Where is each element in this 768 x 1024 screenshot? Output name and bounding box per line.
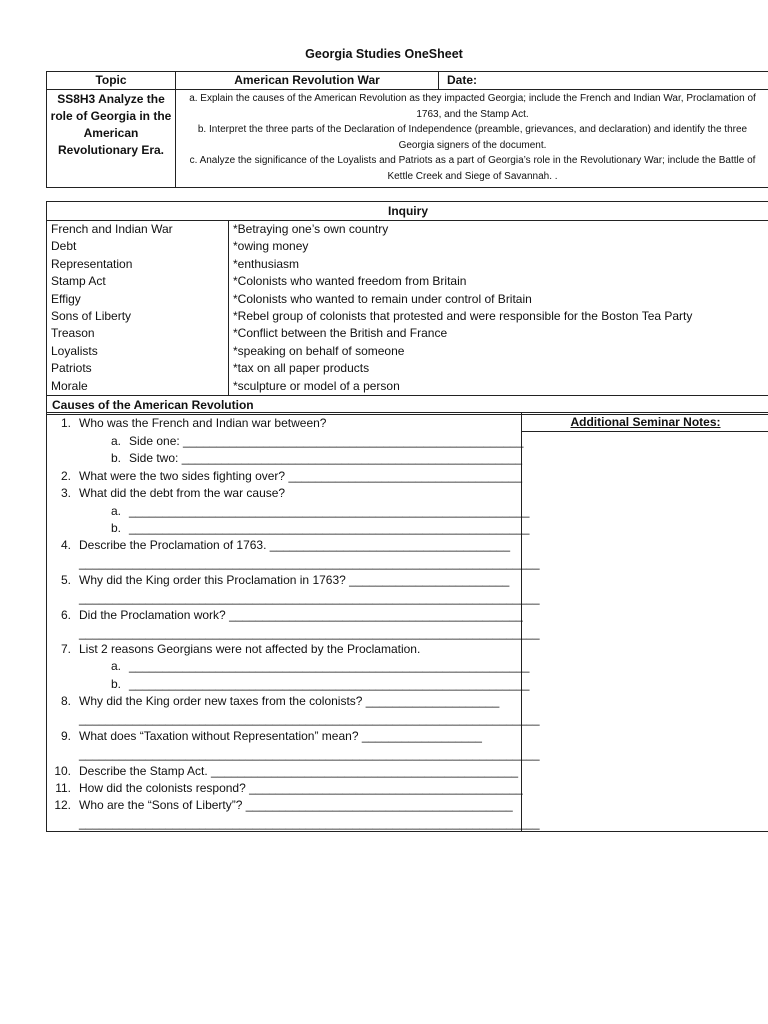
definition-item: *sculpture or model of a person: [233, 378, 400, 393]
definitions-column: [229, 221, 768, 396]
page-title: Georgia Studies OneSheet: [305, 47, 463, 61]
answer-line: _____________________________________________________________________: [79, 556, 540, 570]
seminar-notes-title: Additional Seminar Notes:: [522, 413, 768, 432]
answer-line: _____________________________________________________________________: [79, 747, 540, 761]
answer-line: _____________________________________________________________________: [79, 712, 540, 726]
element-c: c. Analyze the significance of the Loyalists and Patriots as a part of Georgia’s role in the Revolutionary War; include the Battle of Kettle Creek and Siege of Savannah. .: [189, 155, 756, 182]
term-item: Stamp Act: [51, 274, 106, 289]
term-item: Morale: [51, 378, 88, 393]
term-item: Debt: [51, 239, 77, 254]
topic-label: Topic: [47, 72, 176, 90]
terms-column: [47, 221, 229, 396]
term-item: Treason: [51, 326, 95, 341]
definition-item: *Colonists who wanted freedom from Britain: [233, 274, 467, 289]
standard-text: SS8H3 Analyze the role of Georgia in the American Revolutionary Era.: [47, 90, 176, 188]
date-label: Date:: [439, 72, 768, 90]
definition-item: *owing money: [233, 239, 309, 254]
term-item: Sons of Liberty: [51, 309, 132, 324]
main-table: [46, 201, 768, 415]
element-b: b. Interpret the three parts of the Declaration of Independence (preamble, grievances, and declaration) and identify the three Georgia signers of the document.: [197, 124, 748, 151]
term-item: Representation: [51, 256, 133, 271]
definition-item: *enthusiasm: [233, 256, 300, 271]
questions-table: [46, 412, 768, 832]
definition-item: *Colonists who wanted to remain under control of Britain: [233, 291, 532, 306]
definition-item: *Rebel group of colonists that protested and were responsible for the Boston Tea Party: [233, 309, 693, 324]
definition-item: *tax on all paper products: [233, 361, 370, 376]
seminar-notes-cell: [522, 413, 768, 832]
answer-line: _____________________________________________________________________: [79, 626, 540, 640]
term-item: Patriots: [51, 361, 92, 376]
term-item: French and Indian War: [51, 222, 173, 236]
term-item: Loyalists: [51, 343, 98, 358]
definition-item: *Betraying one’s own country: [233, 222, 389, 236]
questions-cell: 1. Who was the French and Indian war between? a. Side one: ___________________________________________________ b. Side two: ___________________________________________________ 2. What were the two sides fighting over? ___________________________________ 3. What did the debt from the war cause? a. ____________________________________________________________ b. ____________________________________________________________ 4. Describe the Proclamation of 1763. ____________________________________ _____________________________________________________________________ 5. Why did the King order this Proclamation in 1763? ________________________ _____________________________________________________________________ 6. Did the Proclamation work? ____________________________________________ _____________________________________________________________________ 7. List 2 reasons Georgians were not affected by the Proclamation. a. ____________________________________________________________ b. ____________________________________________________________ 8. Why did the King order new taxes from the colonists? ____________________ _____________________________________________________________________ 9. What does “Taxation without Representation” mean? __________________ _____________________________________________________________________ 10. Describe the Stamp Act. ______________________________________________ 11. How did the colonists respond? _________________________________________ 12. Who are the “Sons of Liberty”? ________________________________________ _____________________________________________________________________: [47, 413, 522, 832]
term-item: Effigy: [51, 291, 81, 306]
standard-elements: [176, 90, 768, 188]
answer-line: _____________________________________________________________________: [79, 591, 540, 605]
header-table: [46, 71, 768, 188]
answer-line: _____________________________________________________________________: [79, 816, 540, 830]
inquiry-title: Inquiry: [47, 202, 768, 221]
definition-item: *speaking on behalf of someone: [233, 343, 405, 358]
causes-title: Causes of the American Revolution: [47, 396, 768, 415]
element-a: a. Explain the causes of the American Revolution as they impacted Georgia; include the French and Indian War, Proclamation of 1763, and the Stamp Act.: [189, 93, 756, 120]
topic-value: American Revolution War: [176, 72, 439, 90]
definition-item: *Conflict between the British and France: [233, 326, 448, 341]
